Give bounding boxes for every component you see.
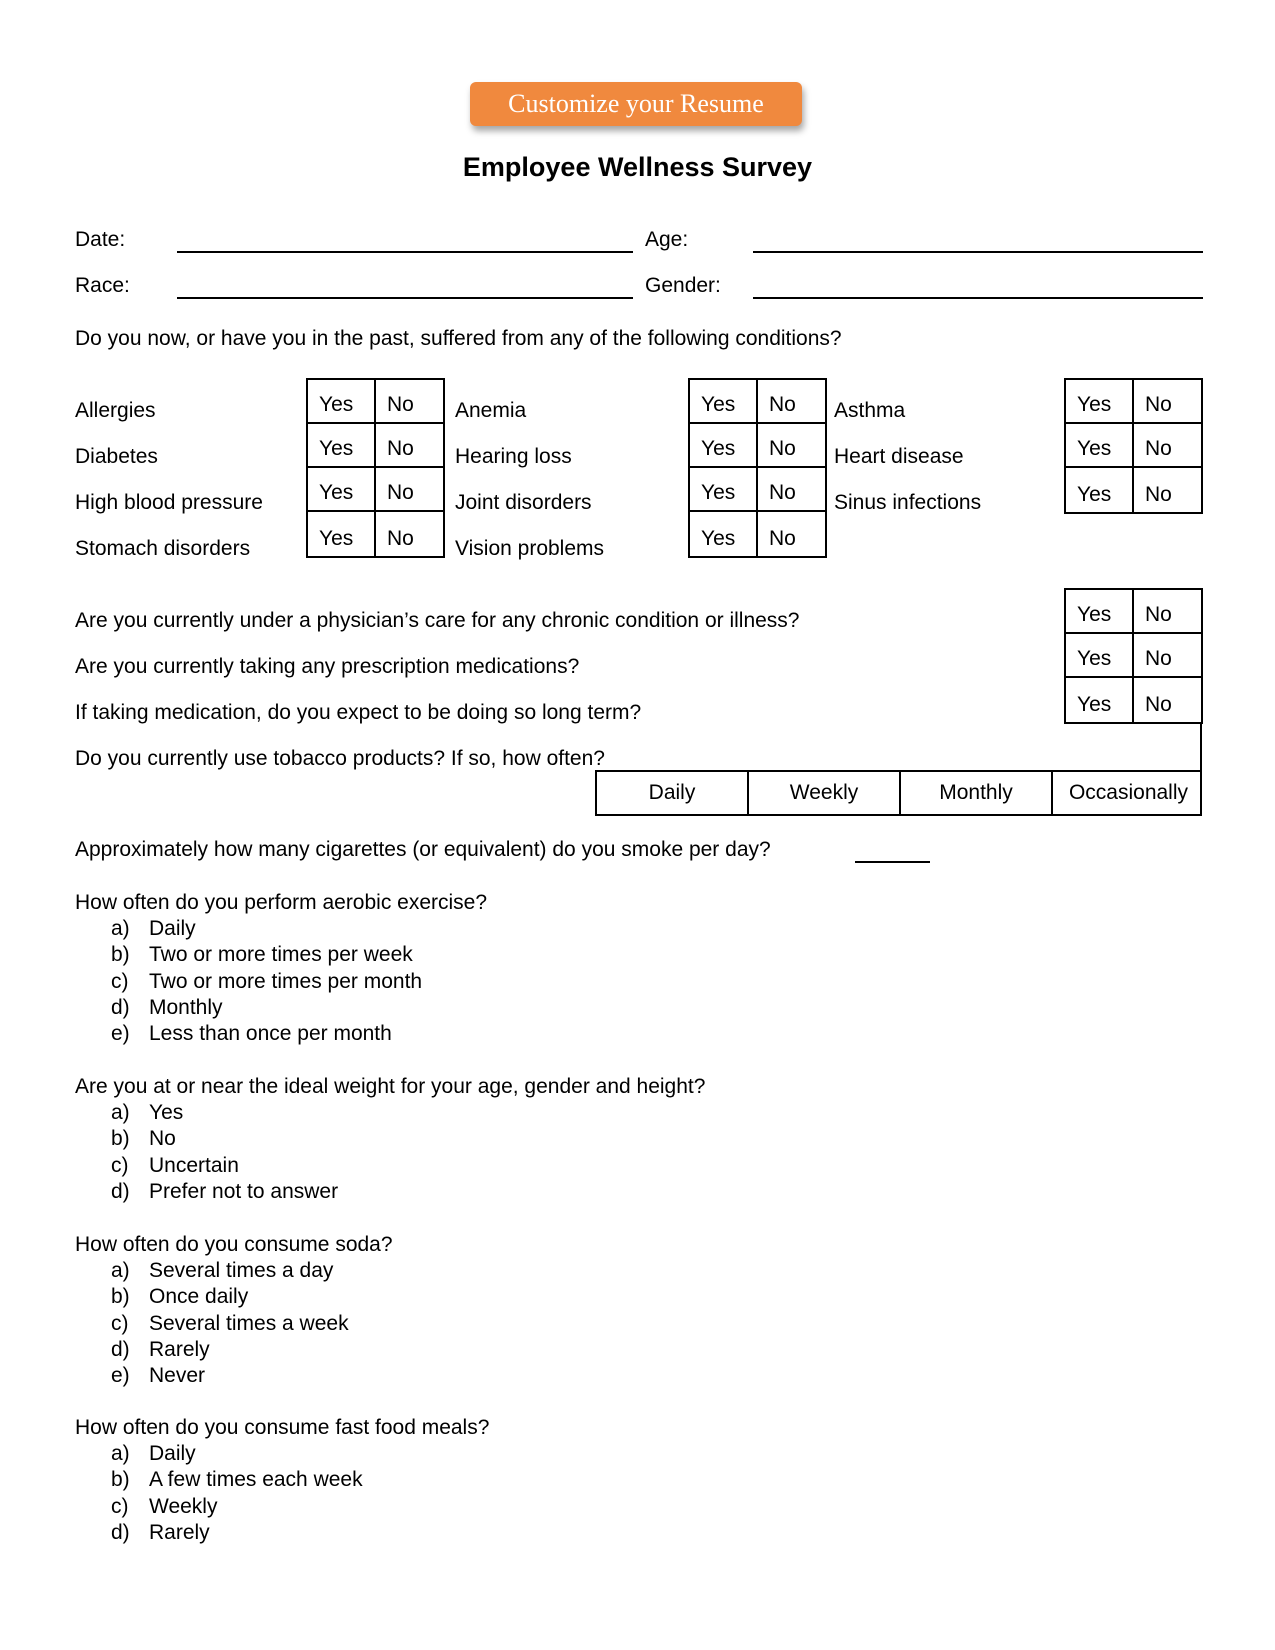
date-field[interactable]	[177, 251, 633, 253]
condition-label: Heart disease	[834, 445, 964, 468]
condition-label: Anemia	[455, 399, 527, 422]
conditions-question: Do you now, or have you in the past, suffered from any of the following conditions?	[75, 327, 842, 350]
no-option[interactable]: No	[387, 527, 414, 550]
yes-option[interactable]: Yes	[690, 424, 758, 468]
mc-option[interactable]: c) Uncertain	[111, 1153, 239, 1177]
age-label: Age:	[645, 228, 689, 251]
yes-option[interactable]: Yes	[308, 424, 376, 468]
mc-question: How often do you consume fast food meals?	[75, 1416, 490, 1439]
yes-option[interactable]: Yes	[690, 380, 758, 424]
mc-option[interactable]: d) Prefer not to answer	[111, 1179, 339, 1203]
mc-option[interactable]: a) Yes	[111, 1101, 184, 1124]
no-option[interactable]: No	[1134, 424, 1202, 468]
tobacco-frequency-table	[595, 770, 1202, 816]
yes-option[interactable]: Yes	[690, 512, 758, 556]
gender-label: Gender:	[645, 274, 721, 297]
yes-option[interactable]: Yes	[1066, 634, 1134, 678]
no-option[interactable]: No	[1134, 590, 1202, 634]
care-question: If taking medication, do you expect to be doing so long term?	[75, 701, 642, 724]
yes-option[interactable]: Yes	[1066, 380, 1134, 424]
no-option[interactable]: No	[1145, 693, 1172, 716]
mc-option[interactable]: d) Rarely	[111, 1520, 210, 1544]
yes-no-grid-col3	[1064, 378, 1203, 514]
no-option[interactable]: No	[1134, 634, 1202, 678]
condition-label: Asthma	[834, 399, 906, 422]
condition-label: High blood pressure	[75, 491, 263, 514]
frequency-option-daily[interactable]: Daily	[597, 772, 749, 814]
mc-option[interactable]: b) Once daily	[111, 1285, 249, 1309]
mc-question: How often do you perform aerobic exercise?	[75, 891, 488, 914]
no-option[interactable]: No	[376, 380, 444, 424]
frequency-option-monthly[interactable]: Monthly	[901, 772, 1053, 814]
yes-option[interactable]: Yes	[1066, 678, 1134, 722]
mc-option[interactable]: e) Never	[111, 1364, 206, 1388]
yes-option[interactable]: Yes	[1066, 424, 1134, 468]
no-option[interactable]: No	[758, 468, 826, 512]
no-option[interactable]: No	[376, 468, 444, 512]
mc-option[interactable]: d) Monthly	[111, 995, 223, 1019]
yes-option[interactable]: Yes	[308, 512, 376, 556]
cigarettes-count-field[interactable]	[855, 861, 930, 863]
condition-label: Hearing loss	[455, 445, 572, 468]
mc-option[interactable]: d) Rarely	[111, 1337, 210, 1361]
customize-resume-button[interactable]: Customize your Resume	[470, 82, 802, 126]
cigarettes-question: Approximately how many cigarettes (or equivalent) do you smoke per day?	[75, 838, 771, 861]
mc-option[interactable]: a) Daily	[111, 1442, 196, 1465]
yes-no-grid-col1	[306, 378, 445, 558]
condition-label: Joint disorders	[455, 491, 592, 514]
no-option[interactable]: No	[376, 424, 444, 468]
no-option[interactable]: No	[758, 380, 826, 424]
race-field[interactable]	[177, 297, 633, 299]
frequency-option-occasionally[interactable]: Occasionally	[1068, 781, 1189, 804]
care-question: Are you currently under a physician’s care for any chronic condition or illness?	[75, 609, 800, 632]
yes-no-grid-col2	[688, 378, 827, 558]
mc-question-block	[75, 890, 487, 1047]
yes-option[interactable]: Yes	[1066, 468, 1134, 512]
mc-question: Are you at or near the ideal weight for your age, gender and height?	[75, 1075, 706, 1098]
mc-option[interactable]: c) Weekly	[111, 1494, 218, 1518]
condition-label: Vision problems	[455, 537, 605, 560]
yes-option[interactable]: Yes	[308, 468, 376, 512]
mc-question-block	[75, 1074, 705, 1205]
mc-question-block	[75, 1415, 489, 1546]
gender-field[interactable]	[753, 297, 1203, 299]
care-question: Are you currently taking any prescription medications?	[75, 655, 580, 678]
race-label: Race:	[75, 274, 130, 297]
mc-option[interactable]: c) Two or more times per month	[111, 969, 423, 993]
yes-option[interactable]: Yes	[690, 468, 758, 512]
mc-option[interactable]: b) Two or more times per week	[111, 943, 413, 967]
no-option[interactable]: No	[758, 424, 826, 468]
mc-question: How often do you consume soda?	[75, 1233, 393, 1256]
mc-option[interactable]: e) Less than once per month	[111, 1022, 392, 1046]
mc-option[interactable]: c) Several times a week	[111, 1311, 349, 1335]
mc-option[interactable]: b) A few times each week	[111, 1468, 363, 1492]
yes-option[interactable]: Yes	[1066, 590, 1134, 634]
mc-option[interactable]: a) Daily	[111, 917, 196, 940]
condition-label: Stomach disorders	[75, 537, 251, 560]
page-title: Employee Wellness Survey	[462, 152, 813, 182]
mc-option[interactable]: b) No	[111, 1127, 176, 1151]
no-option[interactable]: No	[1145, 483, 1172, 506]
table-border-line	[1200, 723, 1202, 771]
condition-label: Allergies	[75, 399, 156, 422]
date-label: Date:	[75, 228, 126, 251]
condition-label: Sinus infections	[834, 491, 982, 514]
tobacco-question: Do you currently use tobacco products? If so, how often?	[75, 747, 605, 770]
age-field[interactable]	[753, 251, 1203, 253]
yes-option[interactable]: Yes	[308, 380, 376, 424]
yes-no-grid-care	[1064, 588, 1203, 724]
no-option[interactable]: No	[769, 527, 796, 550]
mc-option[interactable]: a) Several times a day	[111, 1259, 334, 1282]
frequency-option-weekly[interactable]: Weekly	[749, 772, 901, 814]
condition-label: Diabetes	[75, 445, 158, 468]
no-option[interactable]: No	[1134, 380, 1202, 424]
mc-question-block	[75, 1232, 393, 1389]
